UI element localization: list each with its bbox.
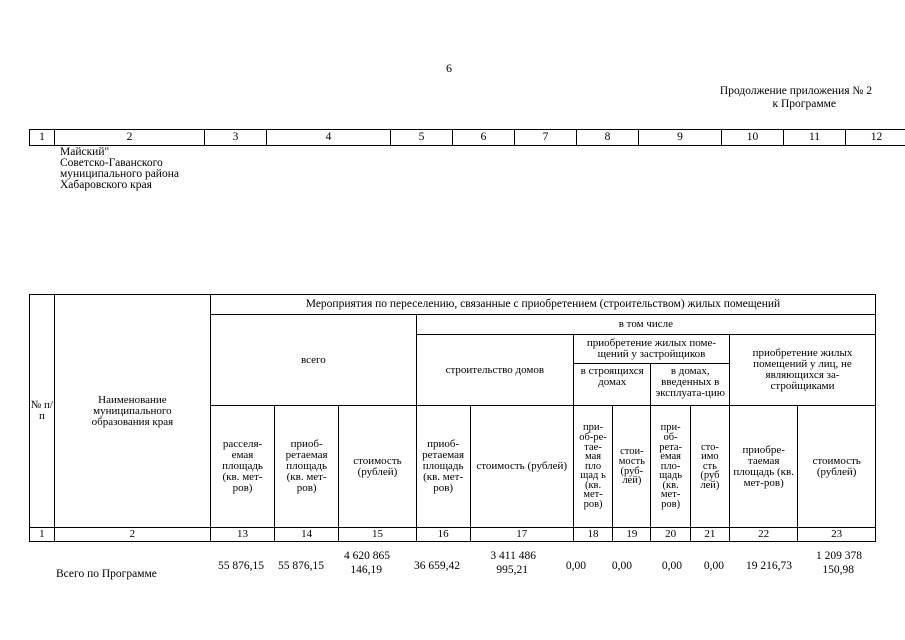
colnum-20: 20 bbox=[651, 528, 690, 542]
sub-header-15: стоимость (рублей) bbox=[339, 406, 417, 528]
colnum-15: 15 bbox=[339, 528, 417, 542]
total-c14: 55 876,15 bbox=[278, 560, 324, 572]
header-row-1 bbox=[30, 295, 876, 315]
appendix-heading bbox=[640, 85, 872, 111]
colnum-1: 1 bbox=[30, 528, 55, 542]
colnum-14: 14 bbox=[275, 528, 339, 542]
non-developers-header: приобретение жилых помещений у лиц, не являющихся за-стройщиками bbox=[730, 335, 876, 406]
colnum-19: 19 bbox=[613, 528, 651, 542]
top-col-9: 9 bbox=[639, 130, 722, 146]
total-c15-line1: 4 620 865 bbox=[344, 550, 390, 562]
colnum-21: 21 bbox=[690, 528, 729, 542]
municipality-line: Хабаровского края bbox=[60, 179, 152, 191]
sub-header-19: стои-мость (руб-лей) bbox=[613, 406, 651, 528]
total-c22: 19 216,73 bbox=[746, 560, 792, 572]
total-c21: 0,00 bbox=[703, 560, 724, 572]
total-c20: 0,00 bbox=[661, 560, 682, 572]
total-c23-line2: 150,98 bbox=[822, 564, 854, 576]
top-col-4: 4 bbox=[267, 130, 391, 146]
sub-header-21: сто-имо сть (руб лей) bbox=[690, 406, 729, 528]
top-col-11: 11 bbox=[784, 130, 846, 146]
sub-header-16: приоб-ретаемая площадь (кв. мет-ров) bbox=[416, 406, 470, 528]
total-c17-line1: 3 411 486 bbox=[490, 550, 536, 562]
appendix-line-1: Продолжение приложения № 2 bbox=[719, 85, 872, 97]
municipality-name bbox=[60, 147, 179, 191]
under-construction-header: в строящихся домах bbox=[573, 364, 651, 406]
top-col-7: 7 bbox=[515, 130, 577, 146]
construction-header: строительство домов bbox=[416, 335, 573, 406]
municipality-line: муниципального района bbox=[60, 168, 179, 180]
municipality-line: Майский" bbox=[60, 146, 110, 158]
top-col-6: 6 bbox=[453, 130, 515, 146]
col-no-header: № п/п bbox=[30, 295, 55, 528]
appendix-line-2: к Программе bbox=[772, 98, 836, 110]
top-col-3: 3 bbox=[205, 130, 267, 146]
page-number: 6 bbox=[446, 61, 452, 75]
total-c18: 0,00 bbox=[565, 560, 586, 572]
sub-header-23: стоимость (рублей) bbox=[798, 406, 876, 528]
top-table-row bbox=[30, 130, 905, 146]
including-header: в том числе bbox=[416, 315, 875, 335]
top-col-10: 10 bbox=[722, 130, 784, 146]
top-col-12: 12 bbox=[846, 130, 905, 146]
total-c16: 36 659,42 bbox=[414, 560, 460, 572]
main-table bbox=[29, 294, 876, 542]
column-number-row bbox=[30, 528, 876, 542]
total-c17-line2: 995,21 bbox=[496, 564, 528, 576]
colnum-23: 23 bbox=[798, 528, 876, 542]
sub-header-22: приобре-таемая площадь (кв. мет-ров) bbox=[730, 406, 798, 528]
colnum-18: 18 bbox=[573, 528, 612, 542]
colnum-16: 16 bbox=[416, 528, 470, 542]
total-c23-line1: 1 209 378 bbox=[816, 550, 862, 562]
sub-header-18: при-об-ре-тае-мая пло щад ь (кв. мет-ров) bbox=[573, 406, 612, 528]
colnum-22: 22 bbox=[730, 528, 798, 542]
group-title: Мероприятия по переселению, связанные с приобретением (строительством) жилых помещений bbox=[210, 295, 875, 315]
sub-header-20: при-об-рета-емая пло-щадь (кв. мет-ров) bbox=[651, 406, 690, 528]
commissioned-header: в домах, введенных в эксплуата-цию bbox=[651, 364, 730, 406]
top-col-1: 1 bbox=[30, 130, 55, 146]
colnum-13: 13 bbox=[210, 528, 274, 542]
sub-header-13: расселя-емая площадь (кв. мет-ров) bbox=[210, 406, 274, 528]
developers-header: приобретение жилых поме-щений у застройщиков bbox=[573, 335, 729, 364]
sub-header-17: стоимость (рублей) bbox=[470, 406, 573, 528]
sub-header-14: приоб-ретаемая площадь (кв. мет-ров) bbox=[275, 406, 339, 528]
total-row-label: Всего по Программе bbox=[56, 568, 157, 580]
total-c13: 55 876,15 bbox=[218, 560, 264, 572]
top-col-8: 8 bbox=[577, 130, 639, 146]
colnum-2: 2 bbox=[54, 528, 210, 542]
colnum-17: 17 bbox=[470, 528, 573, 542]
total-c15-line2: 146,19 bbox=[350, 564, 382, 576]
top-column-number-table bbox=[29, 129, 905, 146]
total-header: всего bbox=[210, 315, 416, 406]
col-name-header: Наименование муниципального образования края bbox=[54, 295, 210, 528]
top-col-2: 2 bbox=[55, 130, 205, 146]
top-col-5: 5 bbox=[391, 130, 453, 146]
total-c19: 0,00 bbox=[611, 560, 632, 572]
municipality-line: Советско-Гаванского bbox=[60, 157, 163, 169]
